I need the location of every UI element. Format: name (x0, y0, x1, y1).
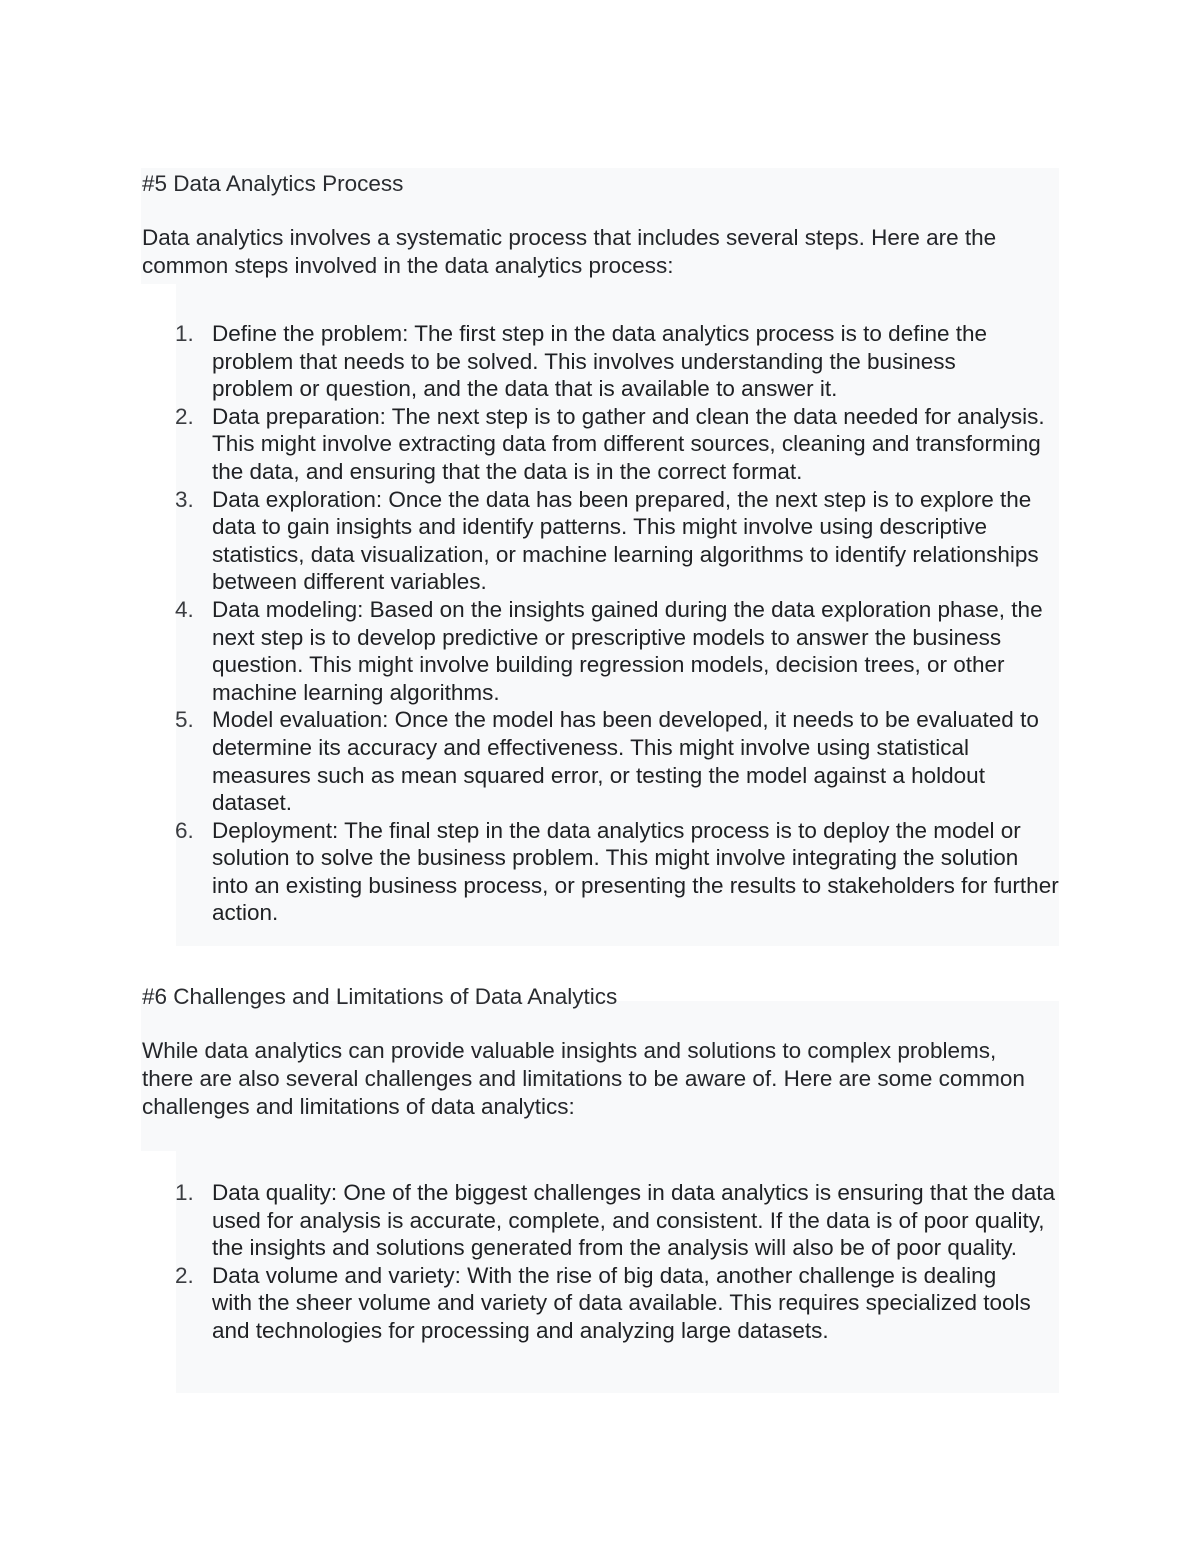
list-item-text: Define the problem: The first step in the data analytics process is to define the problem that needs to be solved. This involves understanding the business problem or question, and the data that is available to answer it. (212, 321, 988, 402)
list-item (142, 486, 1062, 596)
steps-list-6 (142, 1179, 1062, 1345)
list-item-number: 1. (175, 1180, 194, 1206)
list-item-number: 1. (175, 321, 194, 346)
list-item-number: 6. (175, 817, 194, 843)
list-item-number: 3. (175, 486, 194, 512)
list-item-text: Deployment: The final step in the data analytics process is to deploy the model or solution to solve the business problem. This might involve integrating the solution into an existing business process, or presenting the results to stakeholders for further action. (212, 817, 1059, 926)
list-item (142, 706, 1062, 816)
section-heading-5: #5 Data Analytics Process (142, 171, 404, 196)
section-heading-6: #6 Challenges and Limitations of Data Analytics (142, 984, 618, 1010)
list-item-number: 5. (175, 707, 194, 733)
list-item-text: Model evaluation: Once the model has been developed, it needs to be evaluated to determine its accuracy and effectiveness. This might involve using statistical measures such as mean squared error, or testing the model against a holdout dataset. (212, 707, 1039, 816)
steps-list-5 (142, 320, 1062, 927)
list-item (142, 1179, 1062, 1262)
list-item-text: Data volume and variety: With the rise of big data, another challenge is dealing with the sheer volume and variety of data available. This requires specialized tools and technologies for processing and analyzing large datasets. (212, 1262, 1031, 1344)
list-item-number: 2. (175, 403, 194, 429)
list-item-text: Data preparation: The next step is to gather and clean the data needed for analysis. This might involve extracting data from different sources, cleaning and transforming the data, and ensuring that the data is in the correct format. (212, 403, 1045, 484)
list-item-number: 4. (175, 596, 194, 622)
list-item-text: Data exploration: Once the data has been prepared, the next step is to explore the data to gain insights and identify patterns. This might involve using descriptive statistics, data visualization, or machine learning algorithms to identify relationships between different variables. (212, 486, 1039, 595)
list-item (142, 403, 1062, 486)
list-item-number: 2. (175, 1262, 194, 1288)
list-item-text: Data quality: One of the biggest challenges in data analytics is ensuring that the data used for analysis is accurate, complete, and consistent. If the data is of poor quality, the insights and solutions generated from the analysis will also be of poor quality. (212, 1180, 1056, 1261)
list-item-text: Data modeling: Based on the insights gained during the data exploration phase, the next step is to develop predictive or prescriptive models to answer the business question. This might involve building regression models, decision trees, or other machine learning algorithms. (212, 596, 1043, 705)
list-item (142, 596, 1062, 706)
section-intro-5: Data analytics involves a systematic process that includes several steps. Here are the common steps involved in the data analytics process: (142, 225, 997, 278)
list-item (142, 817, 1062, 927)
section-intro-6: While data analytics can provide valuable insights and solutions to complex problems, there are also several challenges and limitations to be aware of. Here are some common challenges and limitations of data analytics: (142, 1038, 1025, 1120)
list-item (142, 320, 1062, 403)
document-body (142, 168, 1062, 1345)
list-item (142, 1262, 1062, 1345)
